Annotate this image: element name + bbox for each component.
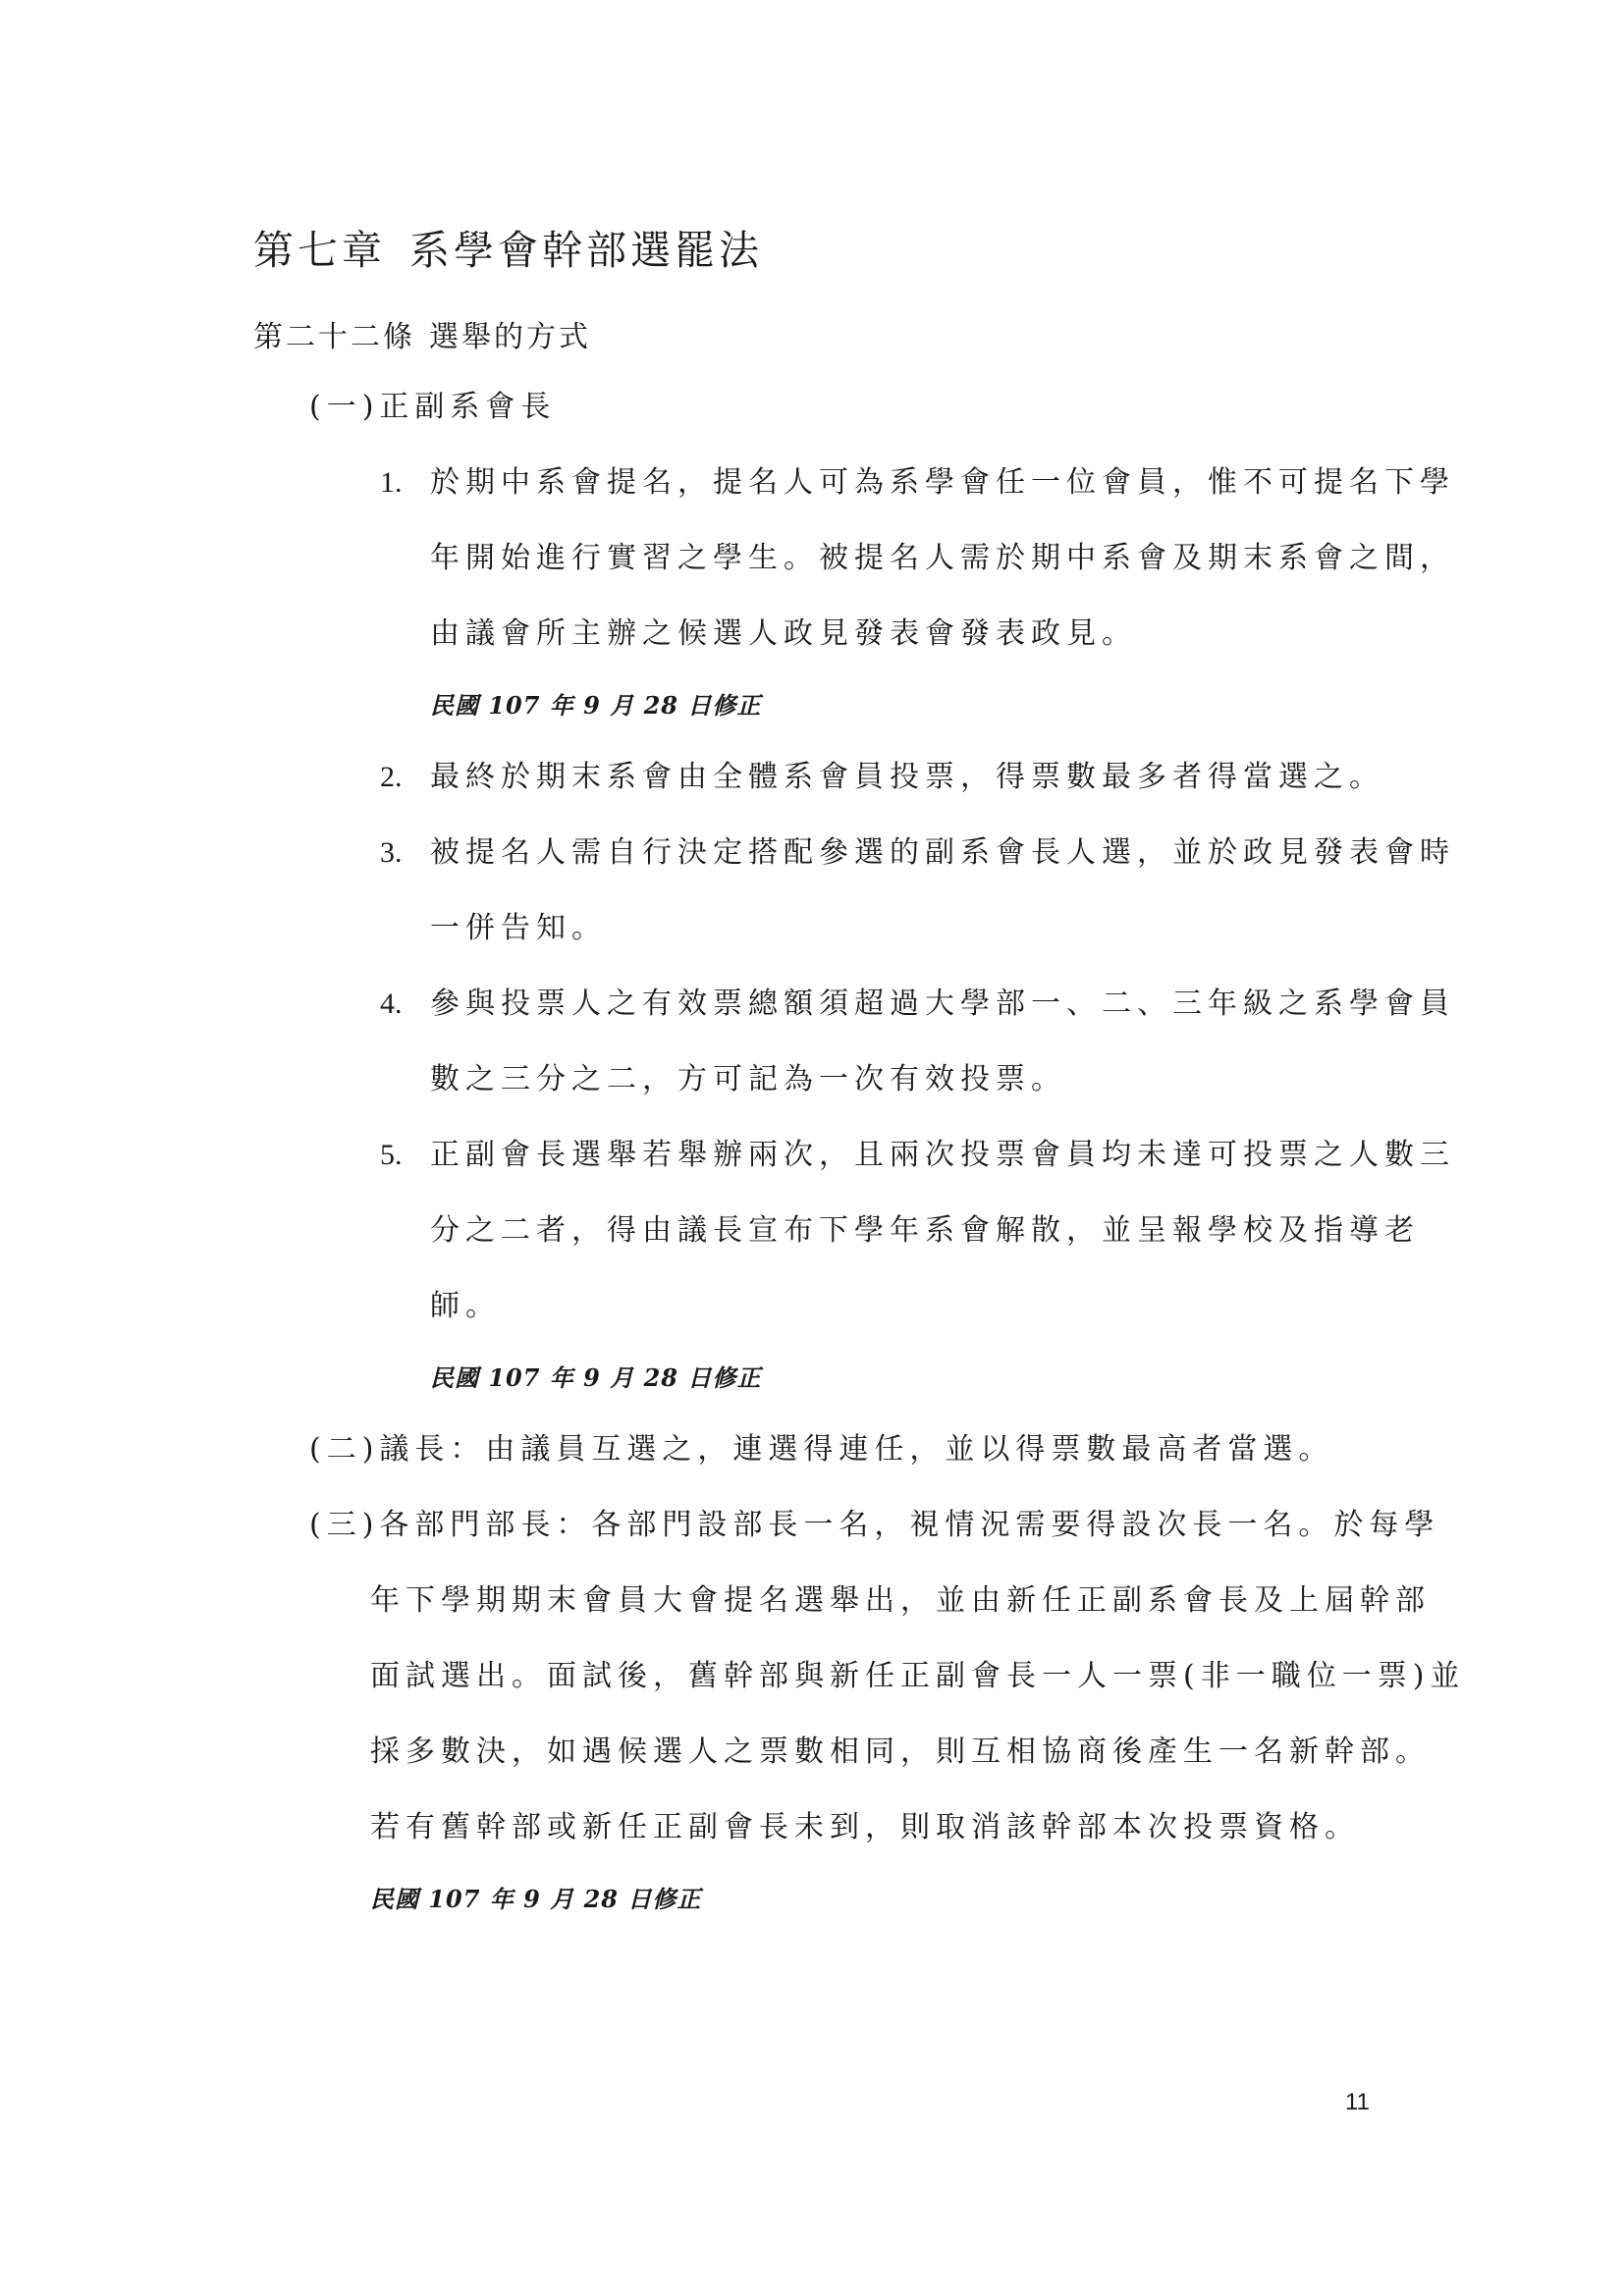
chapter-title xyxy=(253,218,763,276)
item-number: 4. xyxy=(380,988,403,1020)
item-line: 最終於期末系會由全體系會員投票，得票數最多者得當選之。 xyxy=(430,760,1384,794)
item-number: 2. xyxy=(380,761,403,793)
section-3-line: 若有舊幹部或新任正副會長未到，則取消該幹部本次投票資格。 xyxy=(370,1810,1360,1844)
amendment-note: 民國 107 年 9 月 28 日修正 xyxy=(430,1363,762,1392)
chapter-label: 第七章 xyxy=(253,227,386,274)
article-title xyxy=(253,312,591,355)
item-line: 於期中系會提名，提名人可為系學會任一位會員，惟不可提名下學 xyxy=(430,465,1455,500)
section-1-heading: (一)正副系會長 xyxy=(309,390,557,424)
amendment-note: 民國 107 年 9 月 28 日修正 xyxy=(430,691,762,720)
article-label: 第二十二條 xyxy=(253,320,415,354)
item-line: 由議會所主辦之候選人政見發表會發表政見。 xyxy=(430,616,1137,651)
section-3-line: 年下學期期末會員大會提名選舉出，並由新任正副系會長及上屆幹部 xyxy=(370,1583,1431,1618)
page-number: 11 xyxy=(1345,2089,1370,2115)
section-3-line: 面試選出。面試後，舊幹部與新任正副會長一人一票(非一職位一票)並 xyxy=(370,1659,1466,1693)
item-line: 年開始進行實習之學生。被提名人需於期中系會及期末系會之間， xyxy=(430,541,1455,575)
chapter-name: 系學會幹部選罷法 xyxy=(409,227,763,274)
section-3-line: 採多數決，如遇候選人之票數相同，則互相協商後產生一名新幹部。 xyxy=(370,1735,1431,1769)
item-line: 正副會長選舉若舉辦兩次，且兩次投票會員均未達可投票之人數三 xyxy=(430,1138,1455,1172)
item-number: 1. xyxy=(380,466,403,499)
item-line: 被提名人需自行決定搭配參選的副系會長人選，並於政見發表會時 xyxy=(430,835,1455,870)
section-3-line: (三)各部門部長：各部門設部長一名，視情況需要得設次長一名。於每學 xyxy=(309,1508,1440,1542)
article-name: 選舉的方式 xyxy=(429,320,591,354)
item-line: 一併告知。 xyxy=(430,911,607,945)
item-line: 師。 xyxy=(430,1289,501,1323)
item-line: 數之三分之二，方可記為一次有效投票。 xyxy=(430,1062,1066,1096)
amendment-note: 民國 107 年 9 月 28 日修正 xyxy=(370,1885,702,1913)
item-number: 3. xyxy=(380,836,403,869)
item-line: 參與投票人之有效票總額須超過大學部一、二、三年級之系學會員 xyxy=(430,987,1455,1021)
item-line: 分之二者，得由議長宣布下學年系會解散，並呈報學校及指導老 xyxy=(430,1213,1420,1248)
item-number: 5. xyxy=(380,1139,403,1171)
section-2-text: (二)議長：由議員互選之，連選得連任，並以得票數最高者當選。 xyxy=(309,1432,1334,1467)
